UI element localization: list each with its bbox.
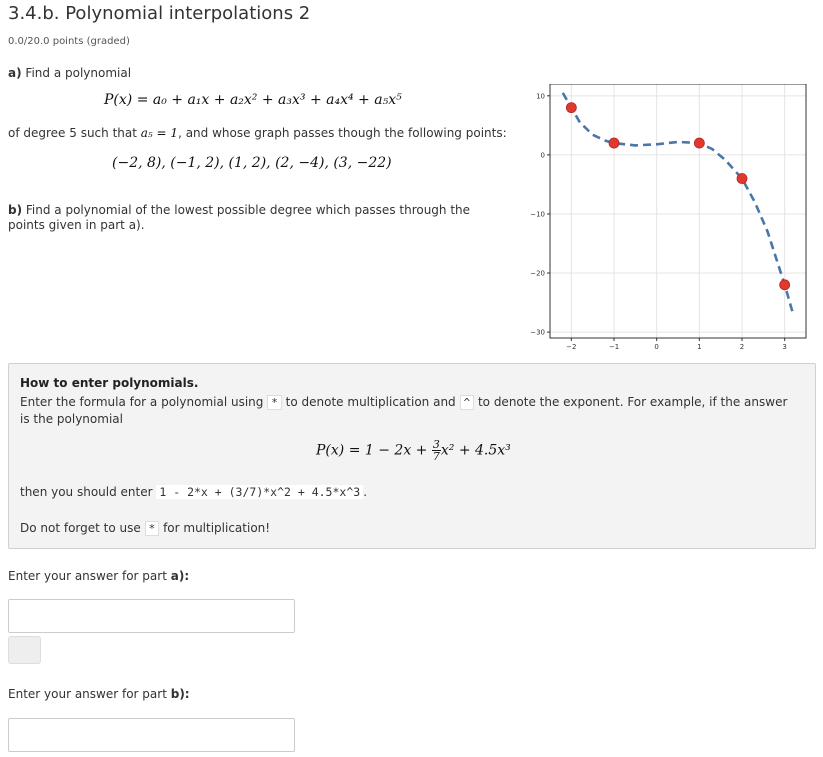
interpolation-curve xyxy=(563,93,793,315)
fraction-3-7: $\frac{3}{7}$ xyxy=(432,438,440,463)
part-a-prompt: Find a polynomial xyxy=(25,66,132,80)
multiplication-reminder: Do not forget to use * for multiplication! xyxy=(20,521,271,535)
example-entry-text: then you should enter 1 - 2*x + (3/7)*x^2 + 4.5*x^3 . xyxy=(20,485,368,499)
polynomial-equation: P(x) = a₀ + a₁x + a₂x² + a₃x³ + a₄x⁴ + a₅x⁵ xyxy=(104,92,402,108)
y-tick-label: −30 xyxy=(530,328,545,337)
howto-heading: How to enter polynomials. xyxy=(20,376,199,390)
plot-frame xyxy=(550,84,806,338)
interpolation-plot xyxy=(514,84,814,354)
y-tick-label: −20 xyxy=(530,269,545,278)
data-point xyxy=(780,280,790,290)
howto-instructions: Enter the formula for a polynomial using * to denote multiplication and ^ to denote the exponent. For example, if the answer is the polynomial xyxy=(20,395,788,426)
example-code: 1 - 2*x + (3/7)*x^2 + 4.5*x^3 xyxy=(156,485,363,499)
points-list: (−2, 8), (−1, 2), (1, 2), (2, −4), (3, −22) xyxy=(112,155,392,171)
data-point xyxy=(694,138,704,148)
answer-a-button[interactable] xyxy=(8,636,41,664)
x-tick-label: 2 xyxy=(739,343,745,351)
part-b-text xyxy=(8,203,488,233)
answer-b-label: Enter your answer for part b): xyxy=(8,687,190,701)
x-tick-label: 1 xyxy=(697,343,702,351)
caret-code: ^ xyxy=(460,395,475,410)
part-a-heading xyxy=(8,66,131,80)
x-tick-label: 3 xyxy=(782,343,787,351)
y-tick-label: −10 xyxy=(530,210,545,219)
a5-condition: a₅ = 1 xyxy=(140,126,179,140)
answer-a-label: Enter your answer for part a): xyxy=(8,569,190,583)
x-tick-label: −2 xyxy=(566,343,577,351)
degree-condition-text: of degree 5 such that a₅ = 1, and whose graph passes though the following points: xyxy=(8,126,507,140)
answer-b-input[interactable] xyxy=(8,718,295,752)
data-point xyxy=(609,138,619,148)
points-status: 0.0/20.0 points (graded) xyxy=(8,36,130,47)
x-tick-label: −1 xyxy=(608,343,620,351)
answer-a-input[interactable] xyxy=(8,599,295,633)
star-code-reminder: * xyxy=(145,521,160,536)
part-b-label: b) xyxy=(8,203,23,217)
part-a-label: a) xyxy=(8,66,22,80)
example-equation: P(x) = 1 − 2x + $\frac{3}{7}$ x² + 4.5x³ xyxy=(316,438,511,463)
y-tick-label: 10 xyxy=(536,92,545,101)
howto-box xyxy=(8,363,816,549)
part-b-prompt: Find a polynomial of the lowest possible degree which passes through the points given in part a). xyxy=(8,203,471,232)
y-tick-label: 0 xyxy=(540,151,545,160)
star-code: * xyxy=(267,395,282,410)
x-tick-label: 0 xyxy=(654,343,659,351)
page-title: 3.4.b. Polynomial interpolations 2 xyxy=(8,3,311,24)
data-point xyxy=(737,174,747,184)
data-point xyxy=(566,103,576,113)
